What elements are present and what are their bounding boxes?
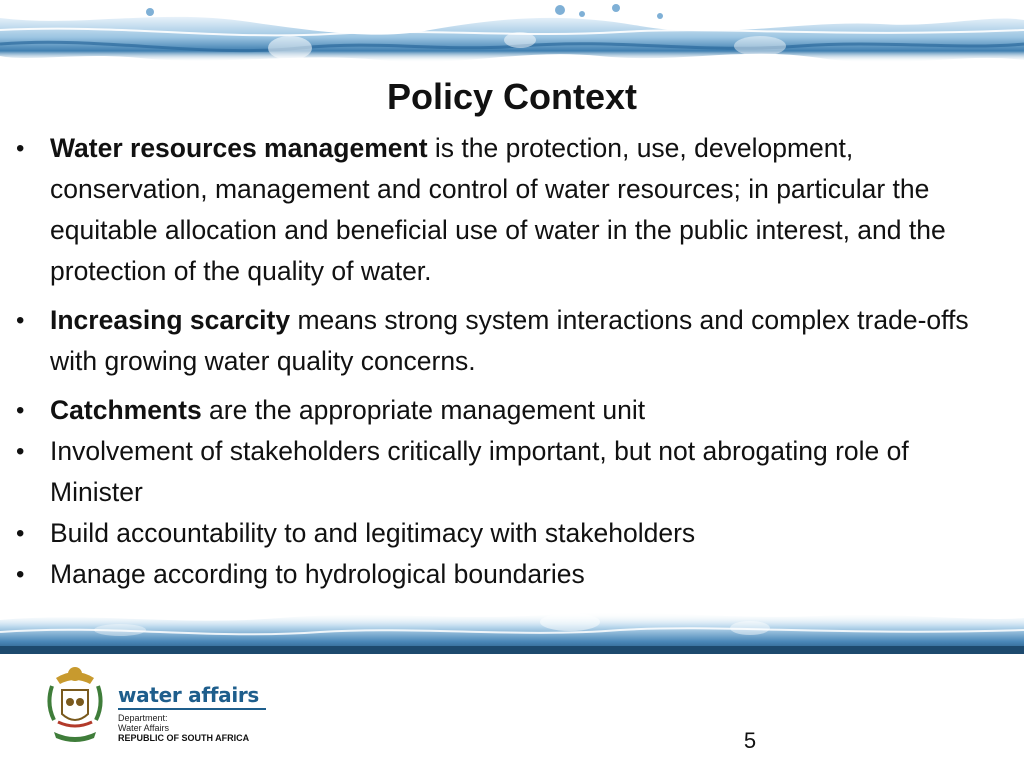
bullet-bold-term: Catchments: [50, 395, 202, 425]
bullet-bold-term: Water resources management: [50, 133, 428, 163]
bullet-bold-term: Increasing scarcity: [50, 305, 291, 335]
bullet-dot-icon: •: [16, 397, 25, 424]
bullet-item: [14, 300, 1004, 382]
south-africa-coat-of-arms-icon: [46, 664, 104, 746]
department-label: Department:: [118, 713, 168, 723]
water-splash-top-banner: [0, 0, 1024, 78]
bullet-dot-icon: •: [16, 438, 25, 465]
bullet-item: [14, 554, 1004, 595]
country-name: REPUBLIC OF SOUTH AFRICA: [118, 733, 250, 743]
bullet-text: Manage according to hydrological boundaries: [50, 559, 585, 589]
bullet-dot-icon: •: [16, 135, 25, 162]
bullet-text: is the protection, use, development, conservation, management and control of water resources; in particular the equitable allocation and beneficial use of water in the public interest, and the protection of the quality of water.: [50, 133, 946, 286]
bullet-text: Build accountability to and legitimacy with stakeholders: [50, 518, 696, 548]
bullet-dot-icon: •: [16, 520, 25, 547]
bullet-item: [14, 431, 1004, 513]
bullet-item: [14, 513, 1004, 554]
department-brand: [118, 684, 268, 744]
bullet-text: means strong system interactions and complex trade-offs with growing water quality concerns.: [50, 305, 969, 376]
bullet-item: [14, 390, 1004, 431]
bullet-text: are the appropriate management unit: [201, 395, 646, 425]
department-name: Water Affairs: [118, 723, 170, 733]
brand-divider: [118, 708, 266, 710]
brand-name: water affairs: [118, 683, 260, 707]
bullet-dot-icon: •: [16, 561, 25, 588]
page-number: 5: [743, 728, 757, 753]
slide-title: Policy Context: [386, 76, 638, 117]
bullet-item: [14, 128, 1004, 292]
bullet-dot-icon: •: [16, 307, 25, 334]
water-splash-bottom-banner: [0, 592, 1024, 654]
bullet-list: [14, 128, 1004, 595]
bullet-text: Involvement of stakeholders critically important, but not abrogating role of Minister: [50, 436, 909, 507]
